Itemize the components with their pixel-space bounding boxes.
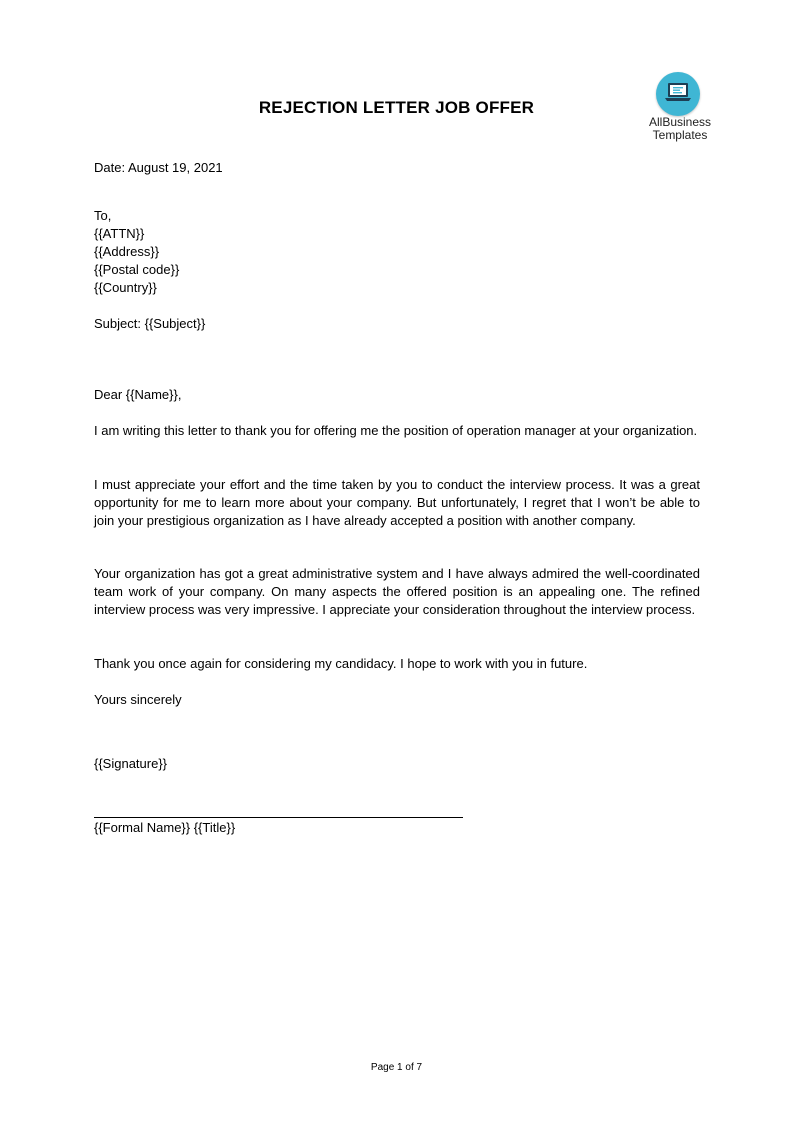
paragraph-2: I must appreciate your effort and the time taken by you to conduct the interview process. It was a great opportunity for me to learn more about your company. But unfortunately, I regret that I won’t be able to join your prestigious organization as I have already accepted a position with another company. bbox=[94, 477, 700, 528]
subject-line: Subject: {{Subject}} bbox=[94, 316, 206, 331]
laptop-icon bbox=[664, 82, 692, 104]
paragraph-1: I am writing this letter to thank you for offering me the position of operation manager at your organization. bbox=[94, 423, 698, 438]
salutation: Dear {{Name}}, bbox=[94, 387, 182, 402]
recipient-address: {{Address}} bbox=[94, 244, 160, 259]
recipient-postal-code: {{Postal code}} bbox=[94, 262, 180, 277]
logo-badge bbox=[656, 72, 700, 116]
page-number: Page 1 of 7 bbox=[370, 1062, 423, 1073]
recipient-attn: {{ATTN}} bbox=[94, 226, 145, 241]
formal-name-title: {{Formal Name}} {{Title}} bbox=[94, 820, 236, 835]
company-logo bbox=[640, 70, 720, 146]
logo-brand-line1: AllBusiness bbox=[648, 115, 712, 129]
closing: Yours sincerely bbox=[94, 692, 182, 707]
recipient-to: To, bbox=[94, 208, 112, 223]
paragraph-4: Thank you once again for considering my candidacy. I hope to work with you in future. bbox=[94, 656, 588, 671]
signature-line bbox=[94, 817, 463, 818]
paragraph-3: Your organization has got a great administrative system and I have always admired the well-coordinated team work of your company. On many aspects the offered position is an appealing one. The refined interview process was very impressive. I appreciate your consideration throughout the interview process. bbox=[94, 566, 700, 617]
logo-brand-line2: Templates bbox=[652, 128, 708, 142]
signature-placeholder: {{Signature}} bbox=[94, 756, 168, 771]
date-line: Date: August 19, 2021 bbox=[94, 160, 223, 175]
recipient-country: {{Country}} bbox=[94, 280, 157, 295]
logo-brand-text bbox=[640, 116, 720, 142]
document-title: REJECTION LETTER JOB OFFER bbox=[258, 98, 535, 117]
